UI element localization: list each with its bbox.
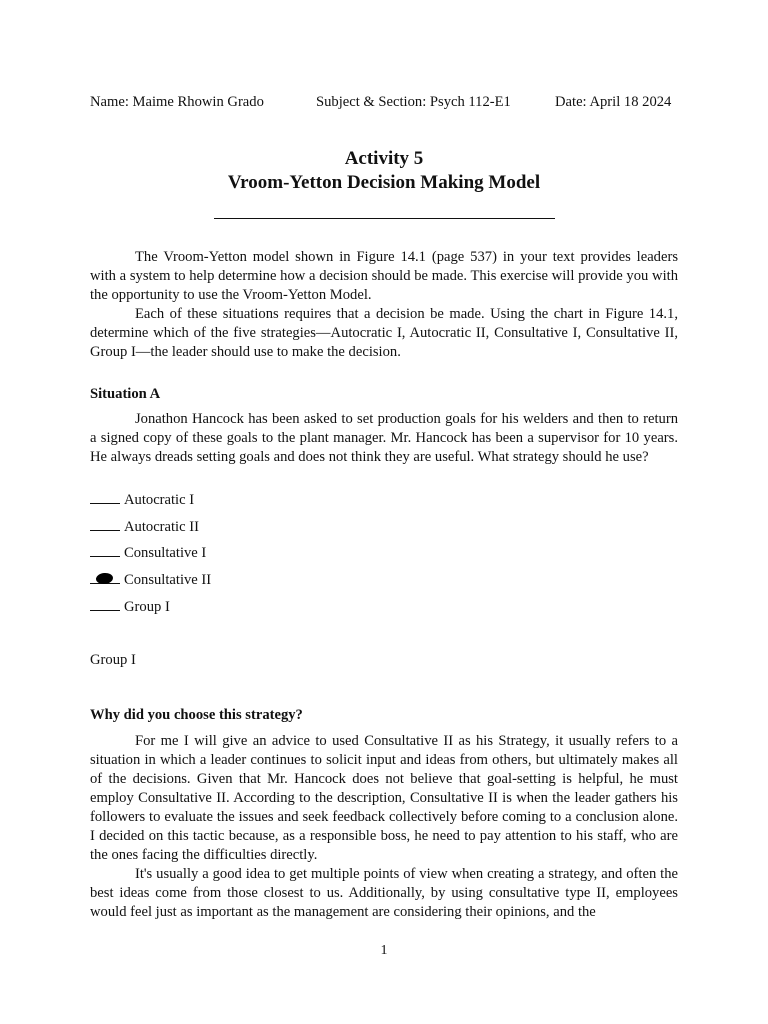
- answer-blank[interactable]: [90, 542, 120, 557]
- reason-paragraph-2: It's usually a good idea to get multiple points of view when creating a strategy, and often the best ideas come from those closest to us. Additionally, by using consultative type II, employees would feel just as important as the management are considering their opinions, and the: [90, 866, 678, 920]
- option-autocratic-1[interactable]: [90, 489, 211, 516]
- model-title: Vroom-Yetton Decision Making Model: [227, 172, 541, 193]
- option-label: Consultative II: [124, 572, 212, 589]
- intro-section: [90, 248, 678, 362]
- strategy-options: [90, 489, 211, 622]
- situation-a-heading: Situation A: [90, 386, 161, 402]
- why-heading: Why did you choose this strategy?: [90, 707, 303, 723]
- intro-paragraph-1: The Vroom-Yetton model shown in Figure 14.1 (page 537) in your text provides leaders with a system to help determine how a decision should be made. This exercise will provide you with the opportunity to use the Vroom-Yetton Model.: [90, 249, 678, 303]
- option-consultative-2[interactable]: [90, 569, 211, 596]
- answer-blank[interactable]: [90, 596, 120, 611]
- answer-blank[interactable]: [90, 489, 120, 504]
- reason-section: [90, 732, 678, 922]
- situation-a-text: [90, 410, 678, 467]
- option-label: Group I: [124, 598, 170, 615]
- situation-a-paragraph: Jonathon Hancock has been asked to set production goals for his welders and then to return a signed copy of these goals to the plant manager. Mr. Hancock has been a supervisor for 10 years. He always dreads setting goals and does not think they are useful. What strategy should he use?: [90, 411, 678, 465]
- option-autocratic-2[interactable]: [90, 516, 211, 543]
- answer-blank[interactable]: [90, 516, 120, 531]
- reason-paragraph-1: For me I will give an advice to used Consultative II as his Strategy, it usually refers to a situation in which a leader continues to solicit input and ideas from others, but ultimately makes all of the decisions. Given that Mr. Hancock does not believe that goal-setting is helpful, he must employ Consultative II. According to the description, Consultative II is when the leader gathers his followers to evaluate the issues and seek feedback collectively before coming to a conclusion alone. I decided on this tactic because, as a responsible boss, he need to pay attention to his staff, who are the ones facing the difficulties directly.: [90, 733, 678, 863]
- activity-title: Activity 5: [344, 148, 424, 169]
- option-label: Consultative I: [124, 545, 207, 562]
- date: Date: April 18 2024: [555, 94, 672, 110]
- title-block: [0, 147, 768, 195]
- student-name: Name: Maime Rhowin Grado: [90, 94, 264, 110]
- subject-section: Subject & Section: Psych 112-E1: [316, 94, 511, 110]
- filled-mark-icon: [95, 572, 113, 585]
- option-label: Autocratic I: [124, 492, 195, 508]
- option-consultative-1[interactable]: [90, 542, 211, 569]
- option-label: Autocratic II: [124, 518, 199, 535]
- title-underline: [214, 218, 555, 219]
- option-group-1[interactable]: [90, 596, 211, 623]
- written-answer: Group I: [90, 652, 136, 668]
- answer-blank[interactable]: [90, 569, 120, 584]
- page-number: 1: [380, 943, 388, 958]
- intro-paragraph-2: Each of these situations requires that a decision be made. Using the chart in Figure 14.1, determine which of the five strategies—Autocratic I, Autocratic II, Consultative I, Consultative II, Group I—the leader should use to make the decision.: [90, 306, 678, 360]
